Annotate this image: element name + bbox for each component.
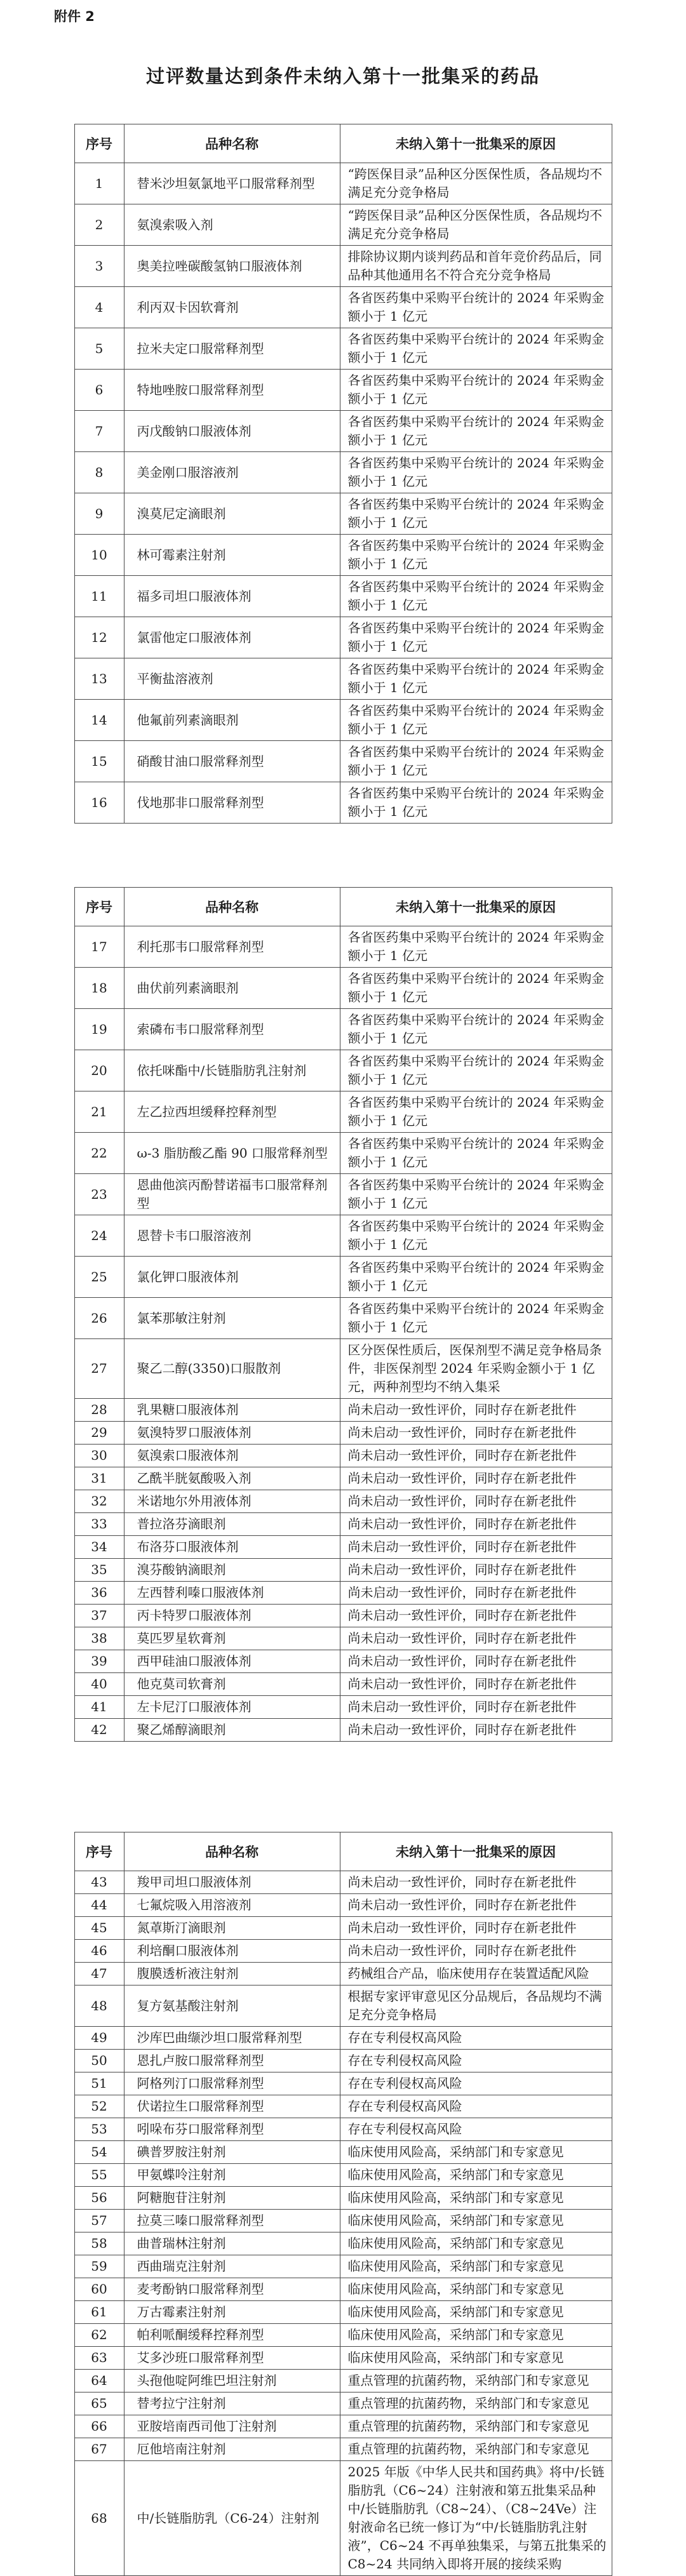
drug-name-cell: 麦考酚钠口服常释剂型 bbox=[124, 2278, 340, 2301]
table-row bbox=[74, 1091, 612, 1133]
reason-cell: 各省医药集中采购平台统计的 2024 年采购金额小于 1 亿元 bbox=[340, 1174, 612, 1215]
table-row bbox=[74, 2072, 612, 2095]
reason-cell: 各省医药集中采购平台统计的 2024 年采购金额小于 1 亿元 bbox=[340, 741, 612, 782]
row-index-cell: 26 bbox=[74, 1298, 124, 1339]
row-index-cell: 49 bbox=[74, 2027, 124, 2050]
drug-name-cell: 利培酮口服液体剂 bbox=[124, 1940, 340, 1963]
drug-name-cell: 厄他培南注射剂 bbox=[124, 2438, 340, 2461]
drug-name-cell: 乳果糖口服液体剂 bbox=[124, 1399, 340, 1422]
row-index-cell: 56 bbox=[74, 2187, 124, 2210]
reason-cell: 尚未启动一致性评价，同时存在新老批件 bbox=[340, 1445, 612, 1467]
drug-name-cell: 替米沙坦氨氯地平口服常释剂型 bbox=[124, 163, 340, 204]
reason-cell: 药械组合产品，临床使用存在装置适配风险 bbox=[340, 1963, 612, 1985]
row-index-cell: 38 bbox=[74, 1627, 124, 1650]
drug-name-cell: 亚胺培南西司他丁注射剂 bbox=[124, 2415, 340, 2438]
row-index-cell: 10 bbox=[74, 535, 124, 576]
drug-name-cell: 奥美拉唑碳酸氢钠口服液体剂 bbox=[124, 246, 340, 287]
drug-name-cell: 氨溴索口服液体剂 bbox=[124, 1445, 340, 1467]
drug-name-cell: 曲伏前列素滴眼剂 bbox=[124, 968, 340, 1009]
row-index-cell: 31 bbox=[74, 1467, 124, 1490]
reason-cell: 尚未启动一致性评价，同时存在新老批件 bbox=[340, 1940, 612, 1963]
row-index-cell: 51 bbox=[74, 2072, 124, 2095]
reason-cell: 尚未启动一致性评价，同时存在新老批件 bbox=[340, 1719, 612, 1742]
drug-name-cell: 依托咪酯中/长链脂肪乳注射剂 bbox=[124, 1050, 340, 1091]
column-header-reason: 未纳入第十一批集采的原因 bbox=[340, 888, 612, 926]
table-row bbox=[74, 1009, 612, 1050]
reason-cell: “跨医保目录”品种区分医保性质，各品规均不满足充分竞争格局 bbox=[340, 204, 612, 246]
drug-name-cell: 氯化钾口服液体剂 bbox=[124, 1257, 340, 1298]
drug-name-cell: 左西替利嗪口服液体剂 bbox=[124, 1582, 340, 1605]
reason-cell: 临床使用风险高，采纳部门和专家意见 bbox=[340, 2141, 612, 2164]
drug-name-cell: 左乙拉西坦缓释控释剂型 bbox=[124, 1091, 340, 1133]
reason-cell: 尚未启动一致性评价，同时存在新老批件 bbox=[340, 1871, 612, 1894]
row-index-cell: 27 bbox=[74, 1339, 124, 1399]
reason-cell: 尚未启动一致性评价，同时存在新老批件 bbox=[340, 1399, 612, 1422]
row-index-cell: 66 bbox=[74, 2415, 124, 2438]
drug-name-cell: 米诺地尔外用液体剂 bbox=[124, 1490, 340, 1513]
row-index-cell: 16 bbox=[74, 782, 124, 824]
table-row bbox=[74, 1536, 612, 1559]
reason-cell: 排除协议期内谈判药品和首年竞价药品后，同品种其他通用名不符合充分竞争格局 bbox=[340, 246, 612, 287]
drug-name-cell: 替考拉宁注射剂 bbox=[124, 2392, 340, 2415]
row-index-cell: 60 bbox=[74, 2278, 124, 2301]
table-row bbox=[74, 1627, 612, 1650]
reason-cell: 临床使用风险高，采纳部门和专家意见 bbox=[340, 2232, 612, 2255]
row-index-cell: 30 bbox=[74, 1445, 124, 1467]
row-index-cell: 15 bbox=[74, 741, 124, 782]
drug-table-2 bbox=[74, 887, 612, 1742]
drug-name-cell: 特地唑胺口服常释剂型 bbox=[124, 370, 340, 411]
reason-cell: 各省医药集中采购平台统计的 2024 年采购金额小于 1 亿元 bbox=[340, 782, 612, 824]
table-row bbox=[74, 452, 612, 493]
column-header-name: 品种名称 bbox=[124, 888, 340, 926]
drug-name-cell: 氨溴索吸入剂 bbox=[124, 204, 340, 246]
table-row bbox=[74, 700, 612, 741]
column-header-name: 品种名称 bbox=[124, 1832, 340, 1871]
table-row bbox=[74, 2438, 612, 2461]
drug-table-3 bbox=[74, 1832, 612, 2576]
reason-cell: 尚未启动一致性评价，同时存在新老批件 bbox=[340, 1513, 612, 1536]
drug-name-cell: 西甲硅油口服液体剂 bbox=[124, 1650, 340, 1673]
table-row bbox=[74, 1673, 612, 1696]
row-index-cell: 9 bbox=[74, 493, 124, 535]
row-index-cell: 45 bbox=[74, 1917, 124, 1940]
reason-cell: 临床使用风险高，采纳部门和专家意见 bbox=[340, 2255, 612, 2278]
table-row bbox=[74, 2141, 612, 2164]
row-index-cell: 46 bbox=[74, 1940, 124, 1963]
table-row bbox=[74, 1422, 612, 1445]
row-index-cell: 19 bbox=[74, 1009, 124, 1050]
drug-name-cell: 伐地那非口服常释剂型 bbox=[124, 782, 340, 824]
drug-name-cell: 恩替卡韦口服溶液剂 bbox=[124, 1215, 340, 1257]
row-index-cell: 42 bbox=[74, 1719, 124, 1742]
table-row bbox=[74, 2027, 612, 2050]
drug-name-cell: 拉莫三嗪口服常释剂型 bbox=[124, 2210, 340, 2232]
drug-name-cell: 恩扎卢胺口服常释剂型 bbox=[124, 2050, 340, 2072]
row-index-cell: 59 bbox=[74, 2255, 124, 2278]
table-row bbox=[74, 204, 612, 246]
table-row bbox=[74, 2118, 612, 2141]
table-row bbox=[74, 658, 612, 700]
column-header-index: 序号 bbox=[74, 124, 124, 163]
drug-name-cell: 氨溴特罗口服液体剂 bbox=[124, 1422, 340, 1445]
reason-cell: 各省医药集中采购平台统计的 2024 年采购金额小于 1 亿元 bbox=[340, 968, 612, 1009]
table-row bbox=[74, 2392, 612, 2415]
drug-name-cell: 他克莫司软膏剂 bbox=[124, 1673, 340, 1696]
table-row bbox=[74, 1650, 612, 1673]
reason-cell: 各省医药集中采购平台统计的 2024 年采购金额小于 1 亿元 bbox=[340, 1091, 612, 1133]
table-row bbox=[74, 576, 612, 617]
table-row bbox=[74, 741, 612, 782]
drug-name-cell: 甲氨蝶呤注射剂 bbox=[124, 2164, 340, 2187]
table-row bbox=[74, 2347, 612, 2370]
row-index-cell: 64 bbox=[74, 2370, 124, 2392]
row-index-cell: 17 bbox=[74, 926, 124, 968]
row-index-cell: 14 bbox=[74, 700, 124, 741]
row-index-cell: 55 bbox=[74, 2164, 124, 2187]
drug-name-cell: 碘普罗胺注射剂 bbox=[124, 2141, 340, 2164]
reason-cell: 尚未启动一致性评价，同时存在新老批件 bbox=[340, 1894, 612, 1917]
drug-name-cell: 聚乙烯醇滴眼剂 bbox=[124, 1719, 340, 1742]
table-row bbox=[74, 1917, 612, 1940]
reason-cell: 存在专利侵权高风险 bbox=[340, 2027, 612, 2050]
reason-cell: 尚未启动一致性评价，同时存在新老批件 bbox=[340, 1673, 612, 1696]
table-row bbox=[74, 2324, 612, 2347]
reason-cell: 尚未启动一致性评价，同时存在新老批件 bbox=[340, 1650, 612, 1673]
drug-name-cell: 沙库巴曲缬沙坦口服常释剂型 bbox=[124, 2027, 340, 2050]
row-index-cell: 34 bbox=[74, 1536, 124, 1559]
reason-cell: 尚未启动一致性评价，同时存在新老批件 bbox=[340, 1582, 612, 1605]
drug-name-cell: 万古霉素注射剂 bbox=[124, 2301, 340, 2324]
table-row bbox=[74, 1257, 612, 1298]
reason-cell: 尚未启动一致性评价，同时存在新老批件 bbox=[340, 1627, 612, 1650]
table-row bbox=[74, 411, 612, 452]
drug-name-cell: ω-3 脂肪酸乙酯 90 口服常释剂型 bbox=[124, 1133, 340, 1174]
table-row bbox=[74, 2461, 612, 2576]
row-index-cell: 40 bbox=[74, 1673, 124, 1696]
table-row bbox=[74, 1133, 612, 1174]
table-row bbox=[74, 2232, 612, 2255]
table-row bbox=[74, 1696, 612, 1719]
drug-name-cell: 溴芬酸钠滴眼剂 bbox=[124, 1559, 340, 1582]
reason-cell: 尚未启动一致性评价，同时存在新老批件 bbox=[340, 1536, 612, 1559]
row-index-cell: 7 bbox=[74, 411, 124, 452]
reason-cell: 各省医药集中采购平台统计的 2024 年采购金额小于 1 亿元 bbox=[340, 1298, 612, 1339]
reason-cell: 尚未启动一致性评价，同时存在新老批件 bbox=[340, 1696, 612, 1719]
row-index-cell: 29 bbox=[74, 1422, 124, 1445]
reason-cell: 各省医药集中采购平台统计的 2024 年采购金额小于 1 亿元 bbox=[340, 576, 612, 617]
drug-name-cell: 索磷布韦口服常释剂型 bbox=[124, 1009, 340, 1050]
drug-name-cell: 乙酰半胱氨酸吸入剂 bbox=[124, 1467, 340, 1490]
table-row bbox=[74, 1963, 612, 1985]
row-index-cell: 28 bbox=[74, 1399, 124, 1422]
reason-cell: 各省医药集中采购平台统计的 2024 年采购金额小于 1 亿元 bbox=[340, 658, 612, 700]
row-index-cell: 50 bbox=[74, 2050, 124, 2072]
reason-cell: 存在专利侵权高风险 bbox=[340, 2072, 612, 2095]
reason-cell: 尚未启动一致性评价，同时存在新老批件 bbox=[340, 1422, 612, 1445]
drug-name-cell: 七氟烷吸入用溶液剂 bbox=[124, 1894, 340, 1917]
drug-name-cell: 硝酸甘油口服常释剂型 bbox=[124, 741, 340, 782]
drug-name-cell: 西曲瑞克注射剂 bbox=[124, 2255, 340, 2278]
row-index-cell: 68 bbox=[74, 2461, 124, 2576]
reason-cell: 各省医药集中采购平台统计的 2024 年采购金额小于 1 亿元 bbox=[340, 328, 612, 370]
reason-cell: 重点管理的抗菌药物，采纳部门和专家意见 bbox=[340, 2392, 612, 2415]
drug-name-cell: 头孢他啶阿维巴坦注射剂 bbox=[124, 2370, 340, 2392]
table-row bbox=[74, 1894, 612, 1917]
drug-name-cell: 中/长链脂肪乳（C6-24）注射剂 bbox=[124, 2461, 340, 2576]
reason-cell: 存在专利侵权高风险 bbox=[340, 2118, 612, 2141]
drug-name-cell: 氯雷他定口服液体剂 bbox=[124, 617, 340, 658]
row-index-cell: 62 bbox=[74, 2324, 124, 2347]
table-row bbox=[74, 1513, 612, 1536]
drug-name-cell: 美金刚口服溶液剂 bbox=[124, 452, 340, 493]
table-row bbox=[74, 2415, 612, 2438]
drug-name-cell: 平衡盐溶液剂 bbox=[124, 658, 340, 700]
drug-name-cell: 氮䓬斯汀滴眼剂 bbox=[124, 1917, 340, 1940]
reason-cell: 尚未启动一致性评价，同时存在新老批件 bbox=[340, 1917, 612, 1940]
reason-cell: 各省医药集中采购平台统计的 2024 年采购金额小于 1 亿元 bbox=[340, 452, 612, 493]
table-row bbox=[74, 1582, 612, 1605]
drug-name-cell: 林可霉素注射剂 bbox=[124, 535, 340, 576]
row-index-cell: 37 bbox=[74, 1605, 124, 1627]
row-index-cell: 3 bbox=[74, 246, 124, 287]
row-index-cell: 43 bbox=[74, 1871, 124, 1894]
row-index-cell: 33 bbox=[74, 1513, 124, 1536]
reason-cell: 各省医药集中采购平台统计的 2024 年采购金额小于 1 亿元 bbox=[340, 370, 612, 411]
drug-name-cell: 左卡尼汀口服液体剂 bbox=[124, 1696, 340, 1719]
drug-name-cell: 氯苯那敏注射剂 bbox=[124, 1298, 340, 1339]
drug-name-cell: 艾多沙班口服常释剂型 bbox=[124, 2347, 340, 2370]
row-index-cell: 44 bbox=[74, 1894, 124, 1917]
header-row bbox=[74, 1832, 612, 1871]
row-index-cell: 4 bbox=[74, 287, 124, 328]
row-index-cell: 41 bbox=[74, 1696, 124, 1719]
table-row bbox=[74, 1050, 612, 1091]
row-index-cell: 39 bbox=[74, 1650, 124, 1673]
row-index-cell: 57 bbox=[74, 2210, 124, 2232]
row-index-cell: 6 bbox=[74, 370, 124, 411]
table-row bbox=[74, 1339, 612, 1399]
reason-cell: 临床使用风险高，采纳部门和专家意见 bbox=[340, 2187, 612, 2210]
table-row bbox=[74, 1985, 612, 2027]
table-row bbox=[74, 1174, 612, 1215]
drug-name-cell: 福多司坦口服液体剂 bbox=[124, 576, 340, 617]
reason-cell: 各省医药集中采购平台统计的 2024 年采购金额小于 1 亿元 bbox=[340, 493, 612, 535]
row-index-cell: 1 bbox=[74, 163, 124, 204]
table-row bbox=[74, 2278, 612, 2301]
row-index-cell: 8 bbox=[74, 452, 124, 493]
reason-cell: 存在专利侵权高风险 bbox=[340, 2050, 612, 2072]
drug-name-cell: 莫匹罗星软膏剂 bbox=[124, 1627, 340, 1650]
column-header-index: 序号 bbox=[74, 888, 124, 926]
reason-cell: 重点管理的抗菌药物，采纳部门和专家意见 bbox=[340, 2370, 612, 2392]
table-row bbox=[74, 1559, 612, 1582]
drug-name-cell: 伏诺拉生口服常释剂型 bbox=[124, 2095, 340, 2118]
reason-cell: 各省医药集中采购平台统计的 2024 年采购金额小于 1 亿元 bbox=[340, 617, 612, 658]
table-row bbox=[74, 2301, 612, 2324]
row-index-cell: 12 bbox=[74, 617, 124, 658]
reason-cell: 各省医药集中采购平台统计的 2024 年采购金额小于 1 亿元 bbox=[340, 1133, 612, 1174]
table-row bbox=[74, 1490, 612, 1513]
row-index-cell: 35 bbox=[74, 1559, 124, 1582]
reason-cell: 尚未启动一致性评价，同时存在新老批件 bbox=[340, 1490, 612, 1513]
table-row bbox=[74, 287, 612, 328]
reason-cell: 尚未启动一致性评价，同时存在新老批件 bbox=[340, 1605, 612, 1627]
table-row bbox=[74, 1719, 612, 1742]
table-row bbox=[74, 246, 612, 287]
drug-name-cell: 羧甲司坦口服液体剂 bbox=[124, 1871, 340, 1894]
table-row bbox=[74, 1399, 612, 1422]
reason-cell: 各省医药集中采购平台统计的 2024 年采购金额小于 1 亿元 bbox=[340, 287, 612, 328]
row-index-cell: 36 bbox=[74, 1582, 124, 1605]
row-index-cell: 47 bbox=[74, 1963, 124, 1985]
table-row bbox=[74, 2370, 612, 2392]
drug-name-cell: 他氟前列素滴眼剂 bbox=[124, 700, 340, 741]
reason-cell: 存在专利侵权高风险 bbox=[340, 2095, 612, 2118]
reason-cell: 区分医保性质后，医保剂型不满足竞争格局条件，非医保剂型 2024 年采购金额小于 1 亿元，两种剂型均不纳入集采 bbox=[340, 1339, 612, 1399]
row-index-cell: 65 bbox=[74, 2392, 124, 2415]
drug-name-cell: 丙戊酸钠口服液体剂 bbox=[124, 411, 340, 452]
reason-cell: 各省医药集中采购平台统计的 2024 年采购金额小于 1 亿元 bbox=[340, 926, 612, 968]
table-row bbox=[74, 2164, 612, 2187]
table-row bbox=[74, 1940, 612, 1963]
row-index-cell: 63 bbox=[74, 2347, 124, 2370]
reason-cell: 2025 年版《中华人民共和国药典》将中/长链脂肪乳（C6~24）注射液和第五批集采品种中/长链脂肪乳（C8~24）、（C8~24Ve）注射液命名已统一修订为“中/长链脂肪乳注射液”，C6~24 不再单独集采，与第五批集采的 C8~24 共同纳入即将开展的接续采购 bbox=[340, 2461, 612, 2576]
reason-cell: 各省医药集中采购平台统计的 2024 年采购金额小于 1 亿元 bbox=[340, 535, 612, 576]
table-row bbox=[74, 1298, 612, 1339]
drug-name-cell: 帕利哌酮缓释控释剂型 bbox=[124, 2324, 340, 2347]
reason-cell: “跨医保目录”品种区分医保性质，各品规均不满足充分竞争格局 bbox=[340, 163, 612, 204]
reason-cell: 各省医药集中采购平台统计的 2024 年采购金额小于 1 亿元 bbox=[340, 1215, 612, 1257]
column-header-index: 序号 bbox=[74, 1832, 124, 1871]
reason-cell: 临床使用风险高，采纳部门和专家意见 bbox=[340, 2210, 612, 2232]
reason-cell: 各省医药集中采购平台统计的 2024 年采购金额小于 1 亿元 bbox=[340, 1009, 612, 1050]
reason-cell: 重点管理的抗菌药物，采纳部门和专家意见 bbox=[340, 2415, 612, 2438]
table-row bbox=[74, 2095, 612, 2118]
page-title: 过评数量达到条件未纳入第十一批集采的药品 bbox=[145, 65, 540, 87]
table-row bbox=[74, 535, 612, 576]
table-row bbox=[74, 2255, 612, 2278]
row-index-cell: 20 bbox=[74, 1050, 124, 1091]
row-index-cell: 61 bbox=[74, 2301, 124, 2324]
table-row bbox=[74, 163, 612, 204]
drug-name-cell: 曲普瑞林注射剂 bbox=[124, 2232, 340, 2255]
reason-cell: 各省医药集中采购平台统计的 2024 年采购金额小于 1 亿元 bbox=[340, 1050, 612, 1091]
row-index-cell: 5 bbox=[74, 328, 124, 370]
drug-name-cell: 阿格列汀口服常释剂型 bbox=[124, 2072, 340, 2095]
reason-cell: 临床使用风险高，采纳部门和专家意见 bbox=[340, 2164, 612, 2187]
table-row bbox=[74, 328, 612, 370]
row-index-cell: 67 bbox=[74, 2438, 124, 2461]
reason-cell: 根据专家评审意见区分品规后，各品规均不满足充分竞争格局 bbox=[340, 1985, 612, 2027]
drug-name-cell: 布洛芬口服液体剂 bbox=[124, 1536, 340, 1559]
table-row bbox=[74, 1445, 612, 1467]
drug-name-cell: 吲哚布芬口服常释剂型 bbox=[124, 2118, 340, 2141]
drug-name-cell: 丙卡特罗口服液体剂 bbox=[124, 1605, 340, 1627]
table-row bbox=[74, 2210, 612, 2232]
table-row bbox=[74, 926, 612, 968]
reason-cell: 各省医药集中采购平台统计的 2024 年采购金额小于 1 亿元 bbox=[340, 700, 612, 741]
reason-cell: 临床使用风险高，采纳部门和专家意见 bbox=[340, 2301, 612, 2324]
row-index-cell: 54 bbox=[74, 2141, 124, 2164]
drug-name-cell: 腹膜透析液注射剂 bbox=[124, 1963, 340, 1985]
reason-cell: 各省医药集中采购平台统计的 2024 年采购金额小于 1 亿元 bbox=[340, 1257, 612, 1298]
drug-name-cell: 利丙双卡因软膏剂 bbox=[124, 287, 340, 328]
row-index-cell: 23 bbox=[74, 1174, 124, 1215]
reason-cell: 临床使用风险高，采纳部门和专家意见 bbox=[340, 2347, 612, 2370]
header-row bbox=[74, 124, 612, 163]
row-index-cell: 22 bbox=[74, 1133, 124, 1174]
drug-name-cell: 溴莫尼定滴眼剂 bbox=[124, 493, 340, 535]
drug-table-1 bbox=[74, 124, 612, 824]
row-index-cell: 32 bbox=[74, 1490, 124, 1513]
column-header-name: 品种名称 bbox=[124, 124, 340, 163]
column-header-reason: 未纳入第十一批集采的原因 bbox=[340, 1832, 612, 1871]
reason-cell: 尚未启动一致性评价，同时存在新老批件 bbox=[340, 1559, 612, 1582]
row-index-cell: 58 bbox=[74, 2232, 124, 2255]
header-row bbox=[74, 888, 612, 926]
row-index-cell: 25 bbox=[74, 1257, 124, 1298]
table-row bbox=[74, 370, 612, 411]
row-index-cell: 48 bbox=[74, 1985, 124, 2027]
row-index-cell: 53 bbox=[74, 2118, 124, 2141]
reason-cell: 重点管理的抗菌药物，采纳部门和专家意见 bbox=[340, 2438, 612, 2461]
row-index-cell: 2 bbox=[74, 204, 124, 246]
table-row bbox=[74, 2050, 612, 2072]
row-index-cell: 24 bbox=[74, 1215, 124, 1257]
column-header-reason: 未纳入第十一批集采的原因 bbox=[340, 124, 612, 163]
drug-name-cell: 阿糖胞苷注射剂 bbox=[124, 2187, 340, 2210]
table-row bbox=[74, 1215, 612, 1257]
drug-name-cell: 恩曲他滨丙酚替诺福韦口服常释剂型 bbox=[124, 1174, 340, 1215]
table-row bbox=[74, 2187, 612, 2210]
table-row bbox=[74, 968, 612, 1009]
drug-name-cell: 普拉洛芬滴眼剂 bbox=[124, 1513, 340, 1536]
row-index-cell: 18 bbox=[74, 968, 124, 1009]
table-row bbox=[74, 1871, 612, 1894]
attachment-label: 附件 2 bbox=[54, 9, 95, 24]
table-row bbox=[74, 782, 612, 824]
row-index-cell: 52 bbox=[74, 2095, 124, 2118]
row-index-cell: 21 bbox=[74, 1091, 124, 1133]
row-index-cell: 13 bbox=[74, 658, 124, 700]
reason-cell: 临床使用风险高，采纳部门和专家意见 bbox=[340, 2324, 612, 2347]
table-row bbox=[74, 493, 612, 535]
table-row bbox=[74, 617, 612, 658]
table-row bbox=[74, 1605, 612, 1627]
reason-cell: 临床使用风险高，采纳部门和专家意见 bbox=[340, 2278, 612, 2301]
reason-cell: 各省医药集中采购平台统计的 2024 年采购金额小于 1 亿元 bbox=[340, 411, 612, 452]
row-index-cell: 11 bbox=[74, 576, 124, 617]
drug-name-cell: 利托那韦口服常释剂型 bbox=[124, 926, 340, 968]
drug-name-cell: 复方氨基酸注射剂 bbox=[124, 1985, 340, 2027]
drug-name-cell: 聚乙二醇(3350)口服散剂 bbox=[124, 1339, 340, 1399]
table-row bbox=[74, 1467, 612, 1490]
reason-cell: 尚未启动一致性评价，同时存在新老批件 bbox=[340, 1467, 612, 1490]
drug-name-cell: 拉米夫定口服常释剂型 bbox=[124, 328, 340, 370]
